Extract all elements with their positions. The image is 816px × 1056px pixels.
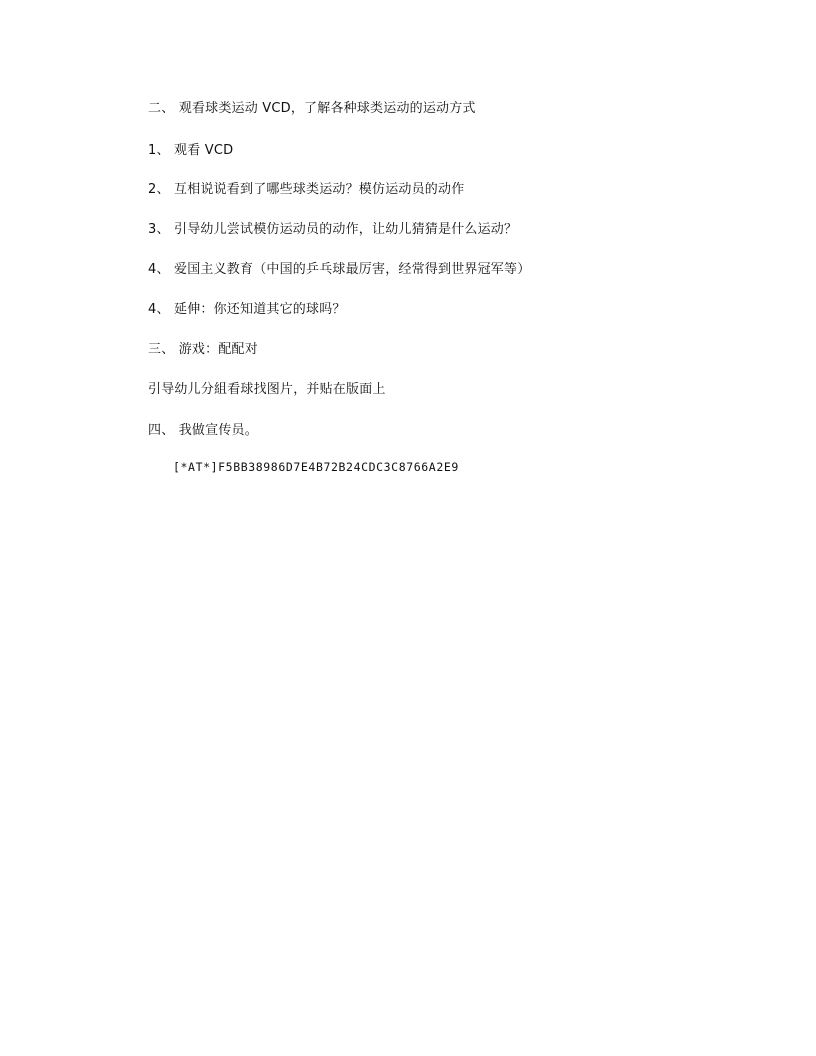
item-4-extension: 4、 延伸：你还知道其它的球吗？ [148,302,346,317]
section-2-heading: 二、 观看球类运动 VCD，了解各种球类运动的运动方式 [148,101,476,116]
document-code-marker: [*AT*]F5BB38986D7E4B72B24CDC3C8766A2E9 [173,460,459,474]
item-4-patriotic-education: 4、 爱国主义教育（中国的乒乓球最厉害，经常得到世界冠军等） [148,262,531,277]
section-4-heading: 四、 我做宣传员。 [148,423,258,438]
section-3-heading: 三、 游戏：配配对 [148,342,258,357]
item-2-discussion: 2、 互相说说看到了哪些球类运动？模仿运动员的动作 [148,182,465,197]
item-3-imitation: 3、 引导幼儿尝试模仿运动员的动作，让幼儿猜猜是什么运动？ [148,222,518,237]
item-1-watch-vcd: 1、 观看 VCD [148,143,234,158]
section-3-instruction: 引导幼儿分組看球找图片，并贴在版面上 [148,382,386,397]
